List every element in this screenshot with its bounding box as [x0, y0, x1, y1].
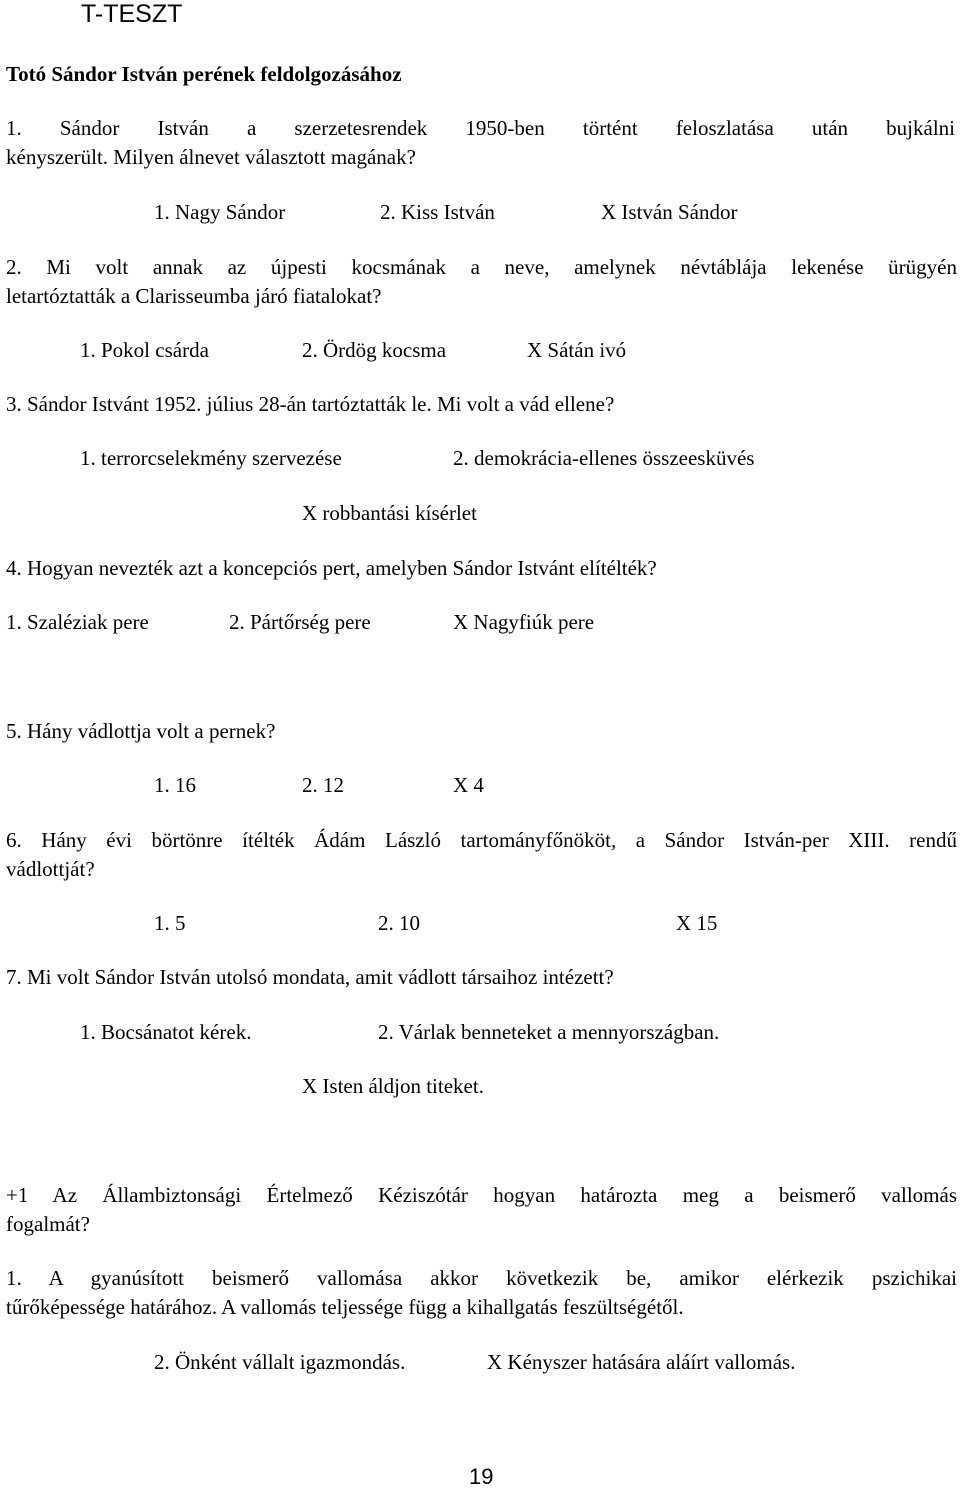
- question-5-option-2: 2. 12: [302, 773, 344, 797]
- question-7-option-1: 1. Bocsánatot kérek.: [80, 1020, 252, 1044]
- question-4-text: 4. Hogyan nevezték azt a koncepciós pert, amelyben Sándor Istvánt elítélték?: [6, 556, 657, 580]
- question-3-option-1: 1. terrorcselekmény szervezése: [80, 446, 342, 470]
- question-6-text-line1: 6. Hány évi börtönre ítélték Ádám László tartományfőnököt, a Sándor István-per XIII. rendű: [6, 828, 957, 852]
- question-2-option-1: 1. Pokol csárda: [80, 338, 209, 362]
- page-number: 19: [469, 1464, 494, 1489]
- question-5-option-x: X 4: [453, 773, 484, 797]
- page-subtitle: Totó Sándor István perének feldolgozásához: [6, 62, 402, 86]
- question-2-option-2: 2. Ördög kocsma: [302, 338, 447, 362]
- question-2-text-line1: 2. Mi volt annak az újpesti kocsmának a neve, amelynek névtáblája lekenése ürügyén: [6, 255, 957, 279]
- question-2-text-line2: letartóztatták a Clarisseumba járó fiatalokat?: [6, 284, 382, 308]
- question-6-option-1: 1. 5: [154, 911, 186, 935]
- question-1-option-2: 2. Kiss István: [380, 200, 495, 224]
- question-5-option-1: 1. 16: [154, 773, 196, 797]
- question-6-text-line2: vádlottját?: [6, 857, 95, 881]
- bonus-question-text-line1: +1 Az Állambiztonsági Értelmező Kéziszótár hogyan határozta meg a beismerő vallomás: [6, 1183, 957, 1207]
- bonus-question-text-line2: fogalmát?: [6, 1212, 90, 1236]
- question-5-text: 5. Hány vádlottja volt a pernek?: [6, 719, 276, 743]
- question-6-option-2: 2. 10: [378, 911, 420, 935]
- question-1-option-1: 1. Nagy Sándor: [154, 200, 286, 224]
- question-3-option-2: 2. demokrácia-ellenes összeesküvés: [453, 446, 755, 470]
- question-3-option-x: X robbantási kísérlet: [302, 501, 477, 525]
- question-7-option-2: 2. Várlak benneteket a mennyországban.: [378, 1020, 720, 1044]
- question-4-option-x: X Nagyfiúk pere: [453, 610, 595, 634]
- question-6-option-x: X 15: [676, 911, 718, 935]
- question-4-option-1: 1. Szaléziak pere: [6, 610, 149, 634]
- question-4-option-2: 2. Pártőrség pere: [229, 610, 371, 634]
- question-3-text: 3. Sándor Istvánt 1952. július 28-án tartóztatták le. Mi volt a vád ellene?: [6, 392, 615, 416]
- question-7-option-x: X Isten áldjon titeket.: [302, 1074, 484, 1098]
- bonus-option-2: 2. Önként vállalt igazmondás.: [154, 1350, 406, 1374]
- question-2-option-x: X Sátán ivó: [527, 338, 627, 362]
- bonus-option-x: X Kényszer hatására aláírt vallomás.: [487, 1350, 796, 1374]
- page-title: T-TESZT: [81, 0, 183, 28]
- question-1-text-line2: kényszerült. Milyen álnevet választott magának?: [6, 145, 416, 169]
- bonus-option-1-line1: 1. A gyanúsított beismerő vallomása akkor következik be, amikor elérkezik pszichikai: [6, 1266, 957, 1290]
- question-1-option-x: X István Sándor: [601, 200, 738, 224]
- question-1-text-line1: 1. Sándor István a szerzetesrendek 1950-ben történt feloszlatása után bujkálni: [6, 116, 955, 140]
- question-7-text: 7. Mi volt Sándor István utolsó mondata, amit vádlott társaihoz intézett?: [6, 965, 614, 989]
- bonus-option-1-line2: tűrőképessége határához. A vallomás teljessége függ a kihallgatás feszültségétől.: [6, 1295, 684, 1319]
